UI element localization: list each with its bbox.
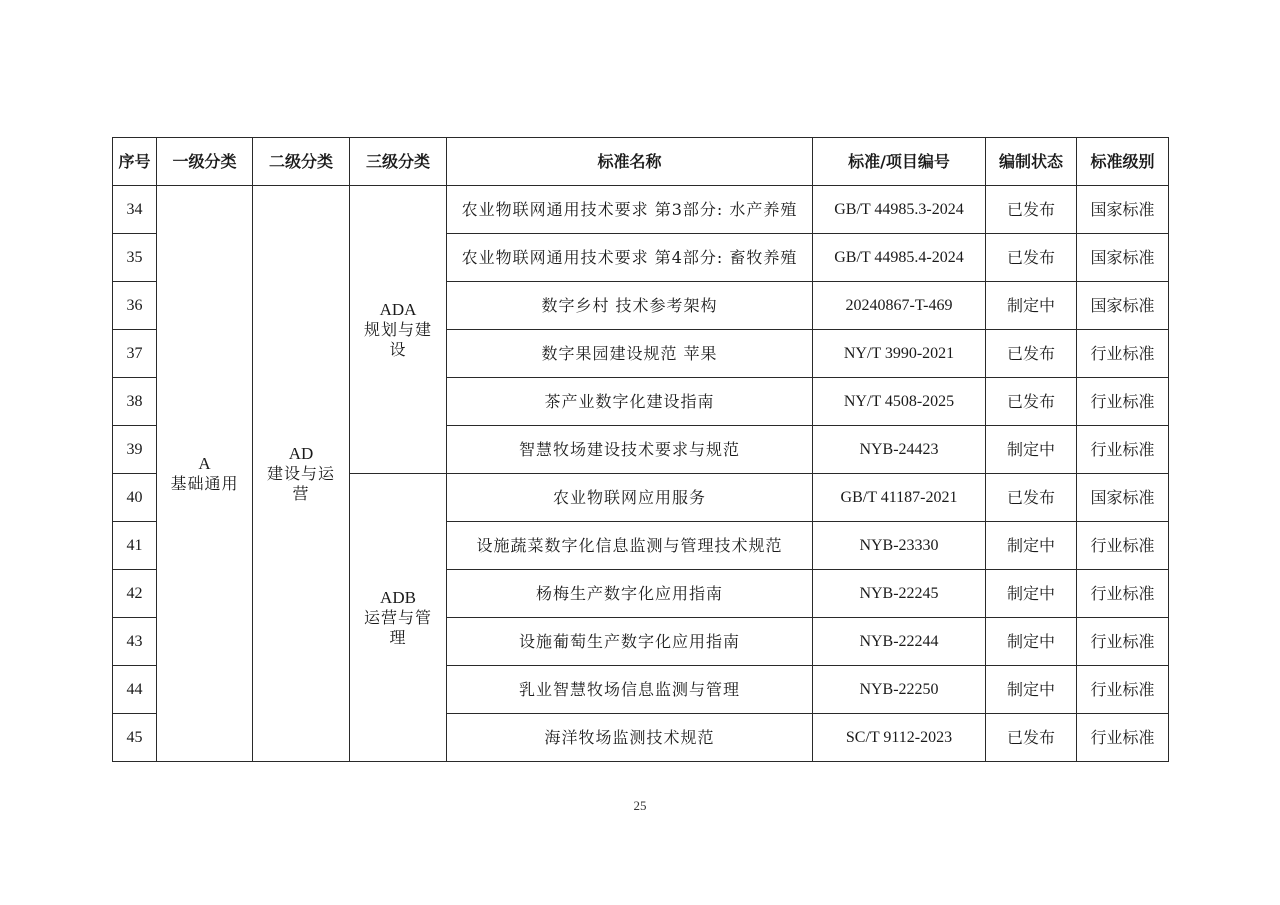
row-seq: 38 [113, 378, 157, 426]
level1-name: 基础通用 [170, 473, 239, 493]
row-code: NY/T 4508-2025 [813, 378, 986, 426]
row-grade: 行业标准 [1077, 714, 1169, 762]
level3-code: ADB [380, 587, 416, 607]
row-status: 制定中 [986, 618, 1077, 666]
level2-code: AD [288, 443, 314, 463]
level3-name: 规划与建设 [363, 319, 432, 359]
row-name: 数字果园建设规范 苹果 [447, 330, 813, 378]
row-code: GB/T 41187-2021 [813, 474, 986, 522]
header-seq: 序号 [113, 138, 157, 186]
row-grade: 行业标准 [1077, 522, 1169, 570]
row-seq: 36 [113, 282, 157, 330]
row-grade: 国家标准 [1077, 474, 1169, 522]
row-status: 已发布 [986, 330, 1077, 378]
row-name: 杨梅生产数字化应用指南 [447, 570, 813, 618]
row-status: 已发布 [986, 378, 1077, 426]
header-level2: 二级分类 [253, 138, 350, 186]
row-name: 智慧牧场建设技术要求与规范 [447, 426, 813, 474]
row-name: 设施葡萄生产数字化应用指南 [447, 618, 813, 666]
row-code: NYB-22245 [813, 570, 986, 618]
row-code: GB/T 44985.4-2024 [813, 234, 986, 282]
row-grade: 行业标准 [1077, 666, 1169, 714]
row-grade: 行业标准 [1077, 378, 1169, 426]
row-seq: 44 [113, 666, 157, 714]
row-name: 农业物联网通用技术要求 第4部分: 畜牧养殖 [447, 234, 813, 282]
row-code: NYB-24423 [813, 426, 986, 474]
row-name: 乳业智慧牧场信息监测与管理 [447, 666, 813, 714]
level3-category-cell-adb [350, 474, 447, 762]
row-code: NY/T 3990-2021 [813, 330, 986, 378]
header-grade: 标准级别 [1077, 138, 1169, 186]
level2-category-cell [253, 186, 350, 762]
row-seq: 42 [113, 570, 157, 618]
row-seq: 35 [113, 234, 157, 282]
row-seq: 39 [113, 426, 157, 474]
row-status: 已发布 [986, 474, 1077, 522]
row-seq: 37 [113, 330, 157, 378]
row-status: 已发布 [986, 186, 1077, 234]
row-seq: 45 [113, 714, 157, 762]
row-grade: 国家标准 [1077, 186, 1169, 234]
header-code: 标准/项目编号 [813, 138, 986, 186]
standards-table [112, 137, 1169, 762]
row-grade: 行业标准 [1077, 618, 1169, 666]
page-number: 25 [633, 798, 647, 813]
row-name: 数字乡村 技术参考架构 [447, 282, 813, 330]
row-grade: 行业标准 [1077, 570, 1169, 618]
row-name: 设施蔬菜数字化信息监测与管理技术规范 [447, 522, 813, 570]
row-code: GB/T 44985.3-2024 [813, 186, 986, 234]
row-status: 已发布 [986, 234, 1077, 282]
row-status: 制定中 [986, 522, 1077, 570]
header-level1: 一级分类 [157, 138, 253, 186]
header-level3: 三级分类 [350, 138, 447, 186]
row-status: 制定中 [986, 570, 1077, 618]
row-name: 农业物联网应用服务 [447, 474, 813, 522]
row-status: 已发布 [986, 714, 1077, 762]
row-status: 制定中 [986, 666, 1077, 714]
row-code: 20240867-T-469 [813, 282, 986, 330]
row-grade: 行业标准 [1077, 330, 1169, 378]
table-header-row [113, 138, 1169, 186]
level1-category-cell [157, 186, 253, 762]
table-row [113, 186, 1169, 234]
row-seq: 41 [113, 522, 157, 570]
header-status: 编制状态 [986, 138, 1077, 186]
row-code: SC/T 9112-2023 [813, 714, 986, 762]
row-name: 海洋牧场监测技术规范 [447, 714, 813, 762]
row-name: 农业物联网通用技术要求 第3部分: 水产养殖 [447, 186, 813, 234]
row-seq: 43 [113, 618, 157, 666]
level3-name: 运营与管理 [363, 607, 432, 647]
level3-category-cell-ada [350, 186, 447, 474]
row-code: NYB-23330 [813, 522, 986, 570]
row-code: NYB-22250 [813, 666, 986, 714]
level1-code: A [198, 453, 211, 473]
row-status: 制定中 [986, 282, 1077, 330]
row-status: 制定中 [986, 426, 1077, 474]
row-name: 茶产业数字化建设指南 [447, 378, 813, 426]
row-grade: 国家标准 [1077, 234, 1169, 282]
row-seq: 40 [113, 474, 157, 522]
level3-code: ADA [379, 299, 417, 319]
row-grade: 行业标准 [1077, 426, 1169, 474]
row-code: NYB-22244 [813, 618, 986, 666]
header-name: 标准名称 [447, 138, 813, 186]
level2-name: 建设与运营 [266, 463, 335, 503]
row-grade: 国家标准 [1077, 282, 1169, 330]
row-seq: 34 [113, 186, 157, 234]
